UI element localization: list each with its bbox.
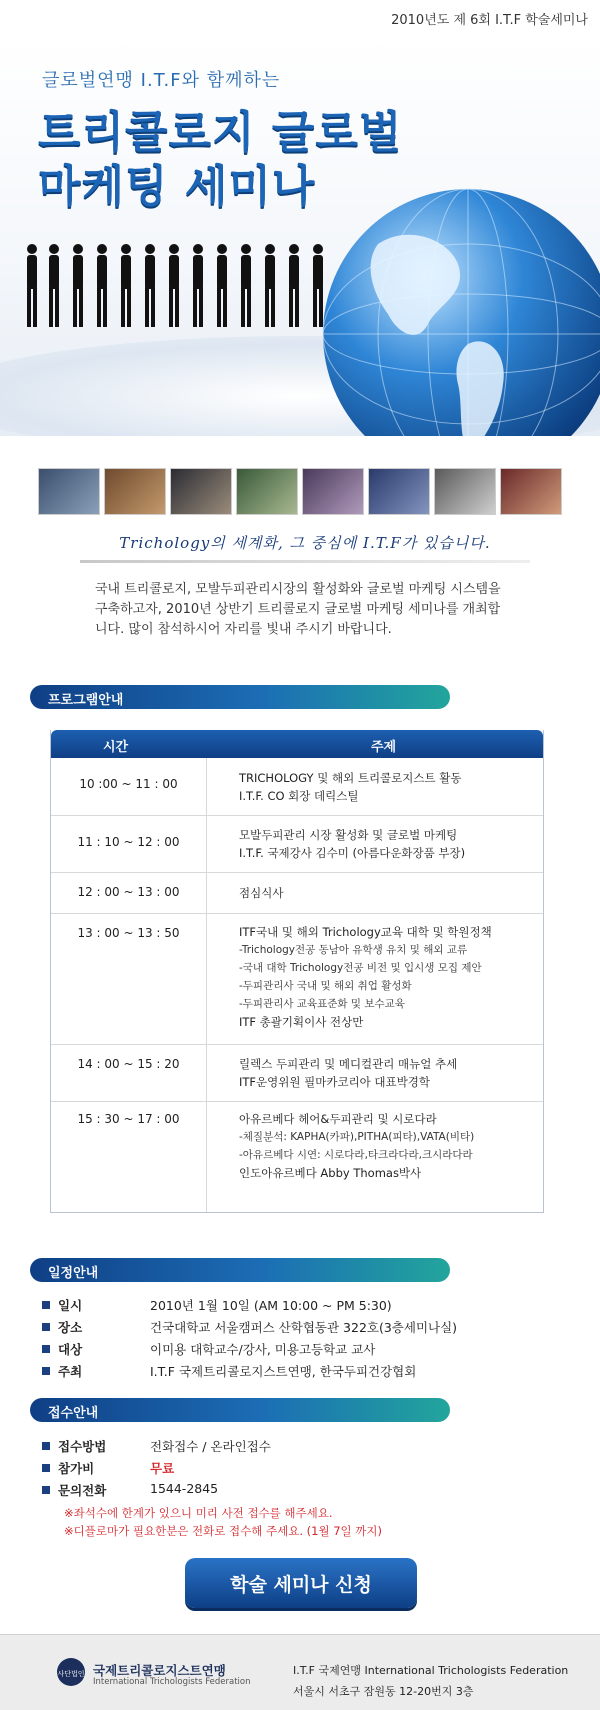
- topic-line: 점심식사: [239, 886, 284, 900]
- topic-line: 아유르베다 헤어&두피관리 및 시로다라: [239, 1112, 437, 1126]
- topic-speaker: ITF 총괄기획이사 전상만: [239, 1015, 364, 1029]
- program-section-header: [30, 685, 450, 709]
- seminar-photo: [170, 468, 232, 515]
- list-item: [42, 1318, 562, 1338]
- topic-subline: -아유르베다 시연: 시로다라,타크라다라,크시라다라: [239, 1149, 473, 1161]
- table-row: [51, 758, 543, 816]
- org-name-en: International Trichologists Federation: [93, 1677, 251, 1687]
- top-bar: [0, 0, 600, 36]
- seminar-photo: [434, 468, 496, 515]
- org-name-kr: 국제트리콜로지스트연맹: [93, 1663, 226, 1678]
- session-time: 15 : 30 ~ 17 : 00: [77, 1112, 180, 1126]
- session-topic: [239, 769, 539, 805]
- topic-subline: -국내 대학 Trichology전공 비전 및 입시생 모집 제안: [239, 962, 482, 974]
- hero-title-line2: 마케팅 세미나: [38, 161, 316, 212]
- seminar-photo: [236, 468, 298, 515]
- hero-banner: [0, 36, 600, 436]
- table-row: [51, 1045, 543, 1102]
- session-time: 10 :00 ~ 11 : 00: [79, 777, 178, 791]
- list-item: [42, 1362, 562, 1382]
- topic-line: ITF국내 및 해외 Trichology교육 대학 및 학원정책: [239, 925, 492, 939]
- square-bullet-icon: [42, 1345, 50, 1353]
- square-bullet-icon: [42, 1323, 50, 1331]
- topic-subline: -두피관리사 교육표준화 및 보수교육: [239, 998, 405, 1010]
- col-topic: 주제: [371, 740, 397, 755]
- topic-subline: -Trichology전공 동남아 유학생 유치 및 해외 교류: [239, 944, 468, 956]
- seminar-photo: [104, 468, 166, 515]
- item-label: 대상: [58, 1342, 83, 1357]
- seminar-photo: [500, 468, 562, 515]
- session-time: 13 : 00 ~ 13 : 50: [77, 926, 180, 940]
- globe-icon: [318, 184, 600, 436]
- session-time: 11 : 10 ~ 12 : 00: [77, 835, 180, 849]
- footer: [0, 1634, 600, 1710]
- tagline: Trichology의 세계화, 그 중심에 I.T.F가 있습니다.: [119, 534, 491, 552]
- registration-section-title: 접수안내: [48, 1406, 99, 1421]
- intro-text: [95, 580, 515, 640]
- session-time: 12 : 00 ~ 13 : 00: [77, 885, 180, 899]
- seminar-photo: [38, 468, 100, 515]
- square-bullet-icon: [42, 1464, 50, 1472]
- edition-label: 2010년도 제 6회 I.T.F 학술세미나: [391, 13, 588, 28]
- list-item: [42, 1481, 562, 1501]
- item-value: 1544-2845: [150, 1481, 219, 1496]
- footer-address: 서울시 서초구 잠원동 12-20번지 3층: [293, 1685, 474, 1698]
- topic-subline: -체질분석: KAPHA(카파),PITHA(피타),VATA(비타): [239, 1131, 475, 1143]
- session-topic: [239, 923, 539, 1031]
- program-section-title: 프로그램안내: [48, 693, 124, 708]
- square-bullet-icon: [42, 1486, 50, 1494]
- session-topic: [239, 1110, 539, 1182]
- topic-subline: -두피관리사 국내 및 해외 취업 활성화: [239, 980, 412, 992]
- session-topic: [239, 826, 539, 862]
- notice-text: ※좌석수에 한계가 있으니 미리 사전 접수를 해주세요.: [64, 1506, 333, 1520]
- session-topic: [239, 1055, 539, 1091]
- item-value: 2010년 1월 10일 (AM 10:00 ~ PM 5:30): [150, 1298, 392, 1313]
- seminar-photo: [368, 468, 430, 515]
- item-label: 장소: [58, 1320, 83, 1335]
- square-bullet-icon: [42, 1301, 50, 1309]
- list-item: [42, 1437, 562, 1457]
- schedule-section-title: 일정안내: [48, 1266, 99, 1281]
- seminar-photo: [302, 468, 364, 515]
- item-value: 이미용 대학교수/강사, 미용고등학교 교사: [150, 1342, 376, 1357]
- item-label: 문의전화: [58, 1483, 107, 1498]
- footer-federation: I.T.F 국제연맹 International Trichologists Federation: [293, 1664, 569, 1677]
- topic-line: TRICHOLOGY 및 해외 트리콜로지스트 활동: [239, 771, 462, 785]
- table-row: [51, 873, 543, 914]
- table-row: [51, 914, 543, 1045]
- schedule-section-header: [30, 1258, 450, 1282]
- col-time: 시간: [103, 740, 129, 755]
- item-label: 일시: [58, 1298, 83, 1313]
- topic-line: ITF운영위원 필마카코리아 대표박경학: [239, 1075, 430, 1089]
- session-topic: [239, 884, 539, 902]
- photo-strip: [38, 468, 578, 518]
- registration-section-header: [30, 1398, 450, 1422]
- table-row: [51, 1102, 543, 1212]
- square-bullet-icon: [42, 1442, 50, 1450]
- item-label: 주최: [58, 1364, 83, 1379]
- topic-line: 릴렉스 두피관리 및 메디컬관리 매뉴얼 추세: [239, 1057, 458, 1071]
- item-label: 접수방법: [58, 1439, 107, 1454]
- item-value: I.T.F 국제트리콜로지스트연맹, 한국두피건강협회: [150, 1364, 417, 1379]
- intro-line: 구축하고자, 2010년 상반기 트리콜로지 글로벌 마케팅 세미나를 개최합: [95, 602, 501, 617]
- topic-line: 모발두피관리 시장 활성화 및 글로벌 마케팅: [239, 828, 458, 842]
- apply-seminar-button[interactable]: 학술 세미나 신청: [185, 1558, 417, 1608]
- item-label: 참가비: [58, 1461, 95, 1476]
- session-time: 14 : 00 ~ 15 : 20: [77, 1057, 180, 1071]
- square-bullet-icon: [42, 1367, 50, 1375]
- fee-value: 무료: [150, 1461, 175, 1476]
- tagline-divider: [80, 560, 530, 563]
- list-item: [42, 1459, 562, 1479]
- item-value: 전화접수 / 온라인접수: [150, 1439, 271, 1454]
- list-item: [42, 1340, 562, 1360]
- topic-speaker: 인도아유르베다 Abby Thomas박사: [239, 1166, 422, 1180]
- intro-line: 니다. 많이 참석하시어 자리를 빛내 주시기 바랍니다.: [95, 622, 392, 637]
- notice-text: ※디플로마가 필요한분은 전화로 접수해 주세요. (1월 7일 까지): [64, 1524, 382, 1538]
- item-value: 건국대학교 서울캠퍼스 산학협동관 322호(3층세미나실): [150, 1320, 458, 1335]
- hero-kicker: 글로벌연맹 I.T.F와 함께하는: [42, 70, 281, 91]
- topic-line: I.T.F. 국제강사 김수미 (아름다운화장품 부장): [239, 846, 466, 860]
- intro-line: 국내 트리콜로지, 모발두피관리시장의 활성화와 글로벌 마케팅 시스템을: [95, 582, 501, 597]
- table-row: [51, 816, 543, 873]
- program-table: [50, 730, 544, 1213]
- logo-badge-text: 사단법인: [57, 1670, 85, 1678]
- hero-title-line1: 트리콜로지 글로벌: [38, 107, 403, 158]
- list-item: [42, 1296, 562, 1316]
- topic-line: I.T.F. CO 회장 데릭스틸: [239, 789, 359, 803]
- itf-logo-icon: [56, 1657, 86, 1687]
- program-table-header: [51, 730, 543, 758]
